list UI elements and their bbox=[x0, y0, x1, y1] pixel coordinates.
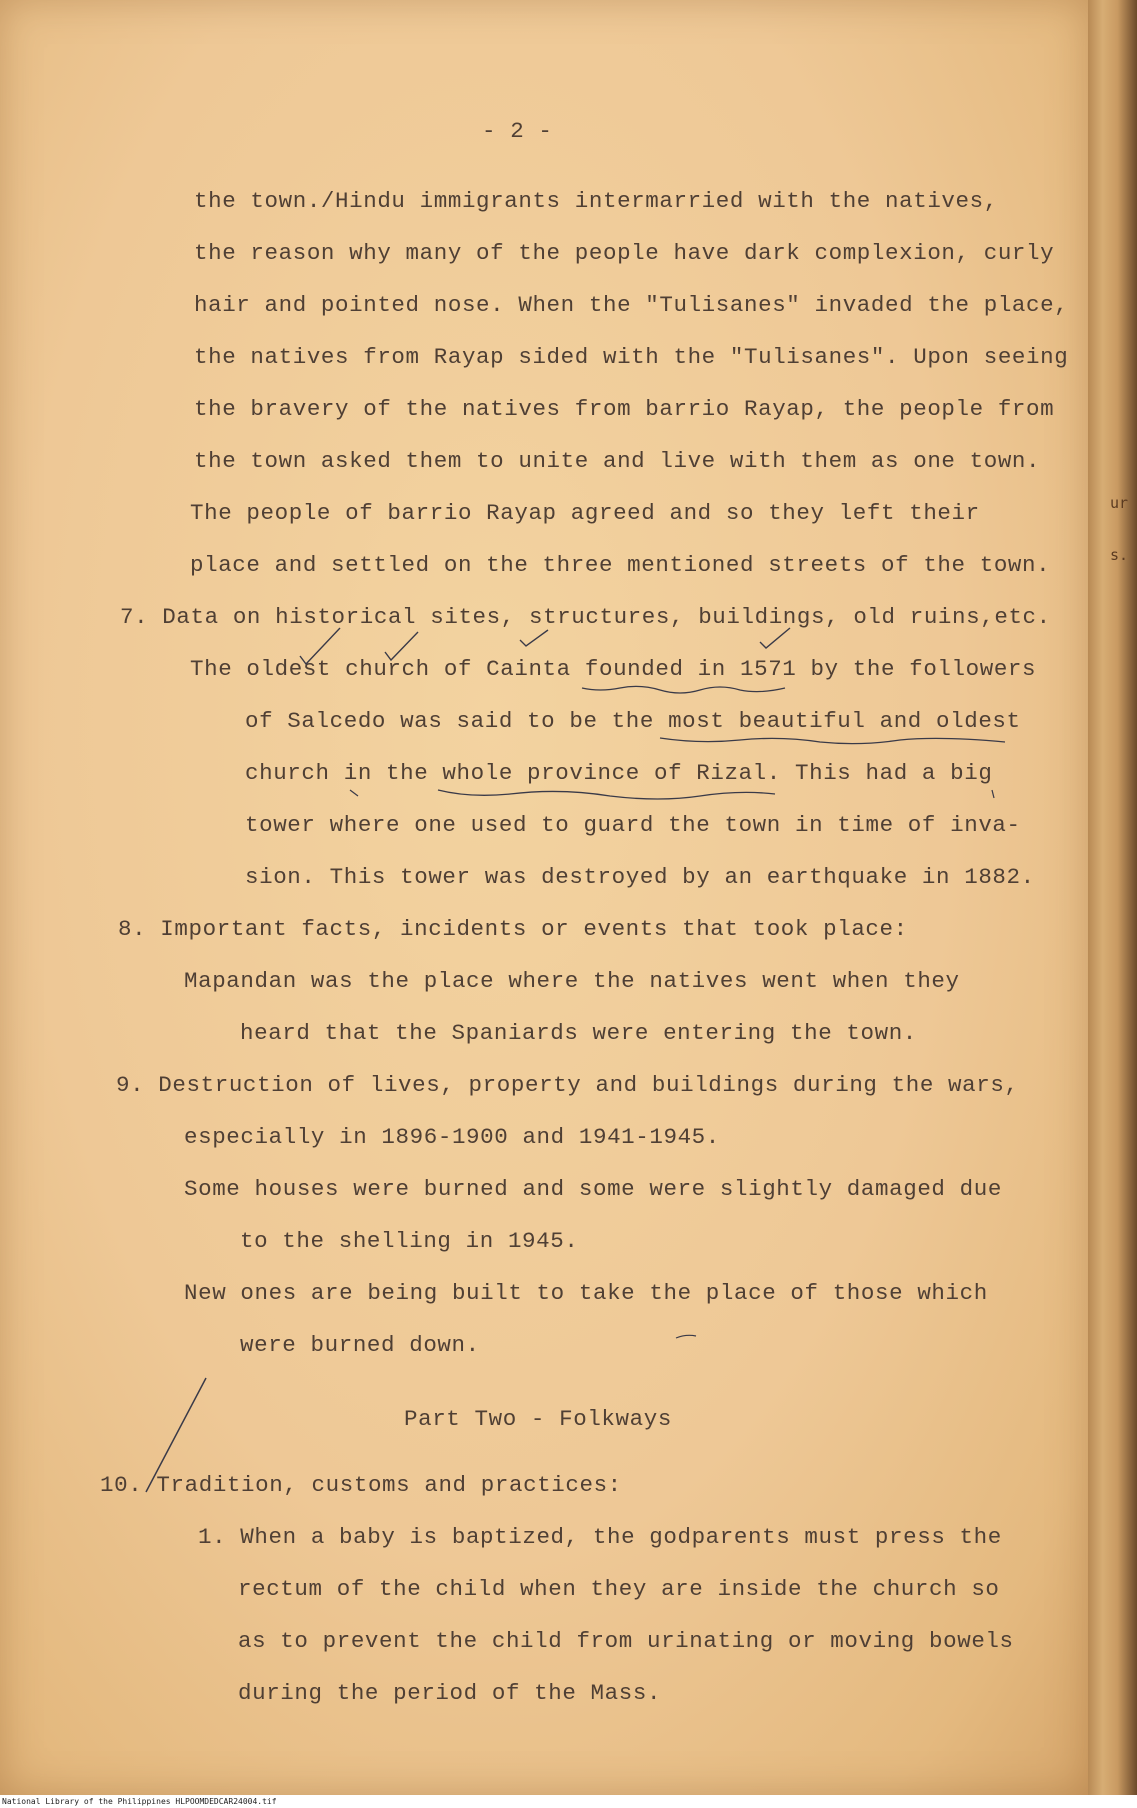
text-line: The people of barrio Rayap agreed and so they left their bbox=[190, 500, 980, 526]
page-edge bbox=[1088, 0, 1137, 1808]
pencil-underline bbox=[660, 738, 1005, 744]
text-line: the reason why many of the people have dark complexion, curly bbox=[194, 240, 1055, 266]
section-heading-10: 10. Tradition, customs and practices: bbox=[100, 1472, 622, 1498]
text-line: of Salcedo was said to be the most beautiful and oldest bbox=[245, 708, 1021, 734]
pencil-check-mark bbox=[300, 628, 340, 664]
text-line: the bravery of the natives from barrio Rayap, the people from bbox=[194, 396, 1055, 422]
section-heading-8: 8. Important facts, incidents or events that took place: bbox=[118, 916, 908, 942]
pencil-check-mark bbox=[520, 630, 548, 646]
section-heading-9: 9. Destruction of lives, property and buildings during the wars, bbox=[116, 1072, 1019, 1098]
footer-caption: National Library of the Philippines HLPOOMDEDCAR24004.tif bbox=[2, 1797, 277, 1806]
pencil-underline bbox=[582, 686, 785, 693]
text-line: place and settled on the three mentioned streets of the town. bbox=[190, 552, 1051, 578]
pencil-check-mark bbox=[760, 628, 790, 648]
text-line: heard that the Spaniards were entering the town. bbox=[240, 1020, 917, 1046]
text-line: the town asked them to unite and live with them as one town. bbox=[194, 448, 1041, 474]
text-line: church in the whole province of Rizal. This had a big bbox=[245, 760, 993, 786]
text-line: the natives from Rayap sided with the "Tulisanes". Upon seeing bbox=[194, 344, 1069, 370]
text-line: Mapandan was the place where the natives went when they bbox=[184, 968, 960, 994]
pencil-mark bbox=[350, 790, 358, 796]
text-line: hair and pointed nose. When the "Tulisanes" invaded the place, bbox=[194, 292, 1069, 318]
section-heading-7: 7. Data on historical sites, structures, buildings, old ruins,etc. bbox=[120, 604, 1051, 630]
text-line: 1. When a baby is baptized, the godparents must press the bbox=[198, 1524, 1002, 1550]
text-line: Some houses were burned and some were slightly damaged due bbox=[184, 1176, 1002, 1202]
page-number: - 2 - bbox=[482, 118, 553, 144]
pencil-mark bbox=[992, 790, 994, 798]
pencil-mark bbox=[676, 1335, 696, 1338]
edge-text: s. bbox=[1110, 546, 1129, 564]
text-line: during the period of the Mass. bbox=[238, 1680, 662, 1706]
text-line: tower where one used to guard the town in time of inva- bbox=[245, 812, 1021, 838]
text-line: were burned down. bbox=[240, 1332, 480, 1358]
text-line: rectum of the child when they are inside the church so bbox=[238, 1576, 1000, 1602]
text-line: especially in 1896-1900 and 1941-1945. bbox=[184, 1124, 720, 1150]
pencil-check-mark bbox=[385, 632, 418, 660]
edge-text: ur bbox=[1110, 494, 1129, 512]
text-line: sion. This tower was destroyed by an earthquake in 1882. bbox=[245, 864, 1035, 890]
part-two-heading: Part Two - Folkways bbox=[404, 1406, 672, 1432]
pencil-slash bbox=[146, 1378, 206, 1492]
text-line: as to prevent the child from urinating or moving bowels bbox=[238, 1628, 1014, 1654]
text-line: to the shelling in 1945. bbox=[240, 1228, 579, 1254]
text-line: New ones are being built to take the place of those which bbox=[184, 1280, 988, 1306]
text-line: The oldest church of Cainta founded in 1571 by the followers bbox=[190, 656, 1037, 682]
text-line: the town./Hindu immigrants intermarried with the natives, bbox=[194, 188, 998, 214]
pencil-underline bbox=[438, 790, 775, 799]
